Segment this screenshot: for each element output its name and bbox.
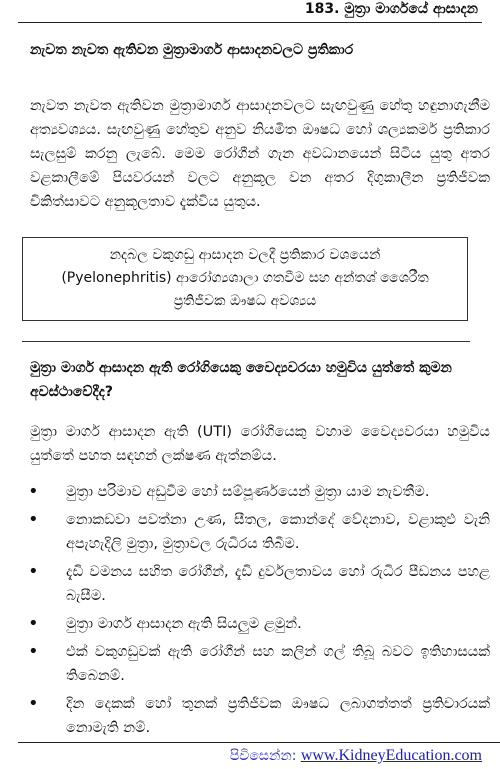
list-item: • මුත්‍රා මාර්ග ආසාදන ඇති සියලුම ළමුන්. (28, 613, 302, 634)
list-item: • එක් වකුගඩුවක් ඇති රෝගීන් සහ කලින් ගල් තිබූ බවට ඉතිහාසයක් තිබෙනම්. (28, 641, 490, 684)
footer-divider (18, 742, 500, 743)
intro-paragraph: මුත්‍රා මාර්ග ආසාදන ඇති (UTI) රෝගියෙකු වහාම වෛද්‍යවරයා හමුවිය යුත්තේ පහත සඳහන් ලක්ෂණ ඇත්නම්ය. (30, 424, 490, 464)
section-heading-when-to-see-doctor: මුත්‍රා මාර්ග ආසාදන ඇති රෝගියෙකු වෛද්‍යවරයා හමුවිය යුත්තේ කුමන අවස්ථාවේදීද? (30, 360, 452, 400)
page-title: 183. මුත්‍රා මාර්ගයේ ආසාදන (304, 1, 478, 17)
website-link[interactable]: www.KidneyEducation.com (300, 747, 482, 764)
footer-label: පිවිසෙන්න: (229, 748, 301, 764)
bullet-icon: • (28, 693, 39, 714)
bullet-icon: • (28, 481, 39, 502)
note-box (22, 237, 468, 321)
symptom-list (28, 480, 490, 744)
page-header (18, 0, 482, 23)
list-item: • දින දෙකක් හෝ තුනක් ප්‍රතිජීවක ඖෂධ ලබාගත්තත් ප්‍රතිචාරයක් නොමැති නම්. (28, 693, 490, 736)
note-text: නදබල වකුගඩු ආසාදන වලදී ප්‍රතිකාර වශයෙන් (Pyelonephritis) ආරෝග්‍යශාලා ගතවීම සහ අන්තශ් ශෛරීත ප්‍රතිජීවක ඖෂධ අවශ්‍යය (61, 247, 429, 309)
list-item: • මුත්‍රා පරිමාව අඩුවීම හෝ සම්පූර්ණයෙන් මුත්‍රා යාම නැවතීම. (28, 481, 430, 502)
page-footer (230, 747, 482, 765)
section-divider (22, 341, 470, 342)
bullet-icon: • (28, 613, 39, 634)
list-item: • දැඩි වමනය සහිත රෝගීන්, දැඩි දුර්වලතාවය හෝ රුධිර පීඩනය පහළ බැසීම. (28, 561, 490, 604)
bullet-icon: • (28, 641, 39, 662)
section-heading-treatment: නැවත නැවත ඇතිවන මුත්‍රාමාර්ග ආසාදනවලට ප්‍රතිකාර (30, 42, 354, 58)
bullet-icon: • (28, 561, 39, 582)
bullet-icon: • (28, 509, 39, 530)
list-item: • නොකඩවා පවත්නා උණ, සීතල, කොන්දේ වේදනාව, වළාකුළු වැනි අපැහැදිලි මුත්‍රා, මුත්‍රාවල රුධිරය තිබීම. (28, 509, 490, 552)
treatment-paragraph: නැවත නැවත ඇතිවන මුත්‍රාමාර්ග ආසාදනවලට සැඟවුණු හේතු හඳුනාගැනීම අත්‍යවශ්‍යය. සැඟවුණු හේතුව අනුව නියමිත ඖෂධ හෝ ශල්‍යකර්ම ප්‍රතිකාර සැලසුම් කරනු ලැබේ. මෙම රෝගීන් ගැන අවධානයෙන් සිටිය යුතු අතර වළකාලීමේ පියවරයන් වලට අනුකූල වන අතර දිගුකාලීන ප්‍රතිජීවක චිකිත්සාවට අනුකූලතාව දැක්විය යුතුය. (30, 98, 490, 210)
